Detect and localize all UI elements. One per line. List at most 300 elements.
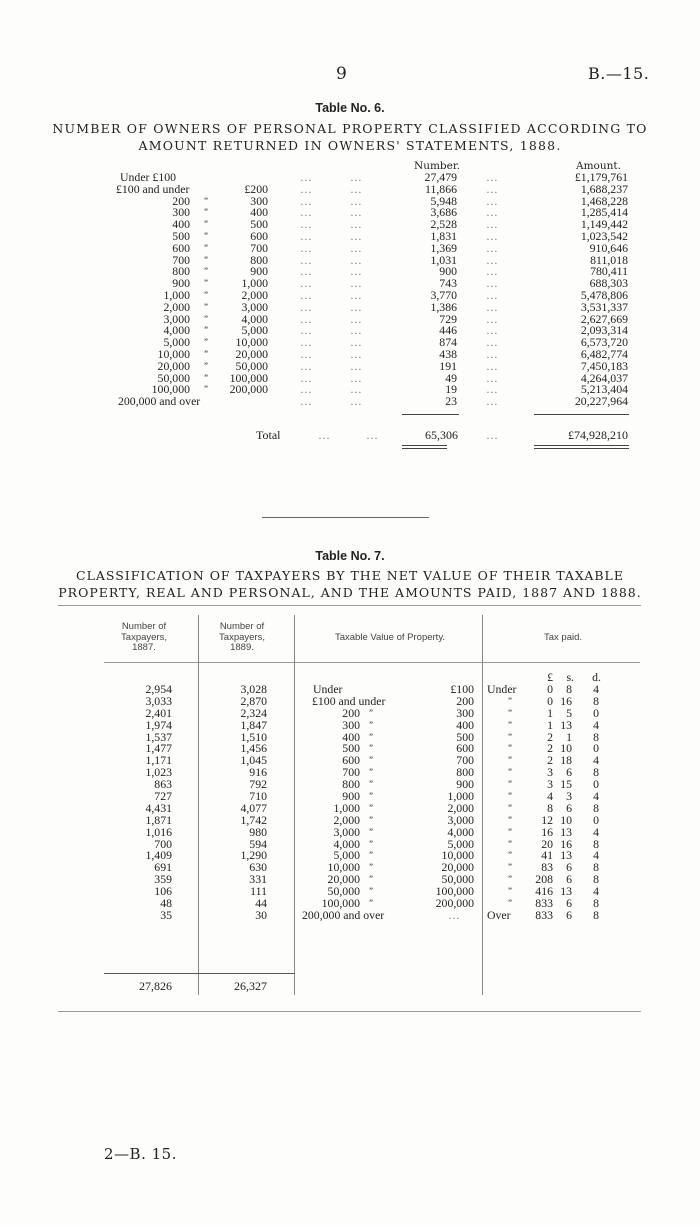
owner-range-from: Under £100 [120,170,177,184]
owner-range-from: 200 [172,193,190,208]
taxpayers-1889: 2,870 [240,693,267,708]
ditto-mark: ” [203,278,209,289]
doc-reference: B.—15. [588,64,650,83]
owner-range-to: 20,000 [235,346,268,361]
owner-range-from: 5,000 [163,335,190,350]
leader-dots: … [486,335,498,350]
ditto-mark: ” [203,325,209,336]
tax-pence: 4 [593,884,599,899]
taxpayers-1887: 691 [154,860,172,875]
value-to: 900 [456,777,474,792]
taxpayers-1889: 916 [249,765,267,780]
value-from: 700 [342,765,360,780]
owner-amount: 1,023,542 [580,228,628,243]
taxpayers-1887: 106 [154,884,172,899]
tax-pence: 4 [593,753,599,768]
value-from: 10,000 [327,860,360,875]
leader-dots: … [300,323,312,338]
value-to: 200,000 [435,896,474,911]
owner-amount: 688,303 [589,276,628,291]
pence-head: d. [592,670,601,684]
value-from: 1,000 [333,800,360,815]
table6-total-label: Total [256,428,281,442]
owner-range-to: 50,000 [235,358,268,373]
leader-dots: … [486,394,498,409]
tax-pounds: 4 [547,789,553,804]
taxpayers-1889: 30 [255,907,267,922]
owner-range-from: 3,000 [163,311,190,326]
owner-count: 3,770 [430,287,457,302]
owner-range-to: 200,000 [229,382,268,397]
value-to: £100 [450,682,474,696]
owner-range-from: 900 [172,276,190,291]
tax-pence: 4 [593,789,599,804]
table7-body [0,684,700,922]
leader-dots: … [300,205,312,220]
leader-dots: … [300,382,312,397]
value-from: 2,000 [333,812,360,827]
leader-dots: … [486,276,498,291]
tax-shillings: 6 [566,872,572,887]
ditto-mark: ” [203,242,209,253]
ditto-mark: ” [507,886,513,897]
leader-dots: … [350,335,362,350]
value-to: 20,000 [441,860,474,875]
ditto-mark: ” [368,826,374,837]
leader-dots: … [300,240,312,255]
tax-pounds: 1 [547,705,553,720]
value-from: £100 and under [312,693,386,708]
taxpayers-1887: 700 [154,836,172,851]
value-from: 4,000 [333,836,360,851]
value-to: 4,000 [447,824,474,839]
footer-signature: 2—B. 15. [104,1145,177,1163]
tax-shillings: 6 [566,896,572,911]
tax-pence: 0 [593,705,599,720]
ditto-mark: ” [368,898,374,909]
owner-count: 191 [439,358,457,373]
tax-pounds: 0 [547,682,553,696]
leader-dots: … [300,217,312,232]
owner-count: 3,686 [430,205,457,220]
table7-header-rule [104,662,640,663]
col1-line: Taxpayers, [121,631,167,643]
taxpayers-1887: 1,477 [145,741,172,756]
leader-dots: … [486,382,498,397]
value-to: 3,000 [447,812,474,827]
tax-shillings: 16 [560,693,572,708]
col2-line: 1889. [230,642,254,653]
ditto-mark: ” [203,313,209,324]
owner-count: 49 [445,370,457,385]
ditto-mark: ” [507,850,513,861]
leader-dots: … [300,181,312,196]
owner-count: 5,948 [430,193,457,208]
owner-count: 1,031 [430,252,457,267]
owner-amount: 20,227,964 [574,394,628,409]
tax-pence: 8 [593,765,599,780]
value-from: 900 [342,789,360,804]
owner-amount: 1,285,414 [580,205,628,220]
tax-shillings: 15 [560,777,572,792]
taxpayers-1887: 1,974 [145,717,172,732]
taxpayers-1887: 4,431 [145,800,172,815]
value-from: 100,000 [321,896,360,911]
tax-pounds: 2 [547,753,553,768]
tax-shillings: 1 [566,729,572,744]
leader-dots: … [350,193,362,208]
tax-shillings: 10 [560,741,572,756]
table7-total-row [0,979,700,993]
value-to: 700 [456,753,474,768]
table6-amount-rule [534,414,629,415]
ditto-mark: ” [507,779,513,790]
table6-dots: … [366,428,378,442]
owner-count: 729 [439,311,457,326]
ditto-mark: ” [368,779,374,790]
owner-range-from: 300 [172,205,190,220]
leader-dots: … [486,193,498,208]
ditto-mark: ” [203,372,209,383]
owner-amount: 5,478,806 [580,287,628,302]
tax-pence: 8 [593,907,599,922]
leader-dots: … [300,228,312,243]
tax-pounds: 0 [547,693,553,708]
tax-pounds: 83 [541,860,553,875]
owner-amount: 1,149,442 [580,217,628,232]
owner-range-to: 400 [250,205,268,220]
owner-amount: 780,411 [590,264,628,279]
owner-count: 900 [439,264,457,279]
taxpayers-1889: 111 [250,884,267,899]
owner-range-to: 2,000 [241,287,268,302]
tax-shillings: 6 [566,800,572,815]
table6-heading-line1: NUMBER OF OWNERS OF PERSONAL PROPERTY CLASSIFIED ACCORDING TO [52,121,648,136]
table6-total-underline [402,445,447,449]
ditto-mark: ” [368,838,374,849]
ditto-mark: ” [368,731,374,742]
value-to: 100,000 [435,884,474,899]
table7-heading-line1: CLASSIFICATION OF TAXPAYERS BY THE NET VALUE OF THEIR TAXABLE [76,568,624,583]
table6-col-amount: Amount. [576,160,621,172]
ditto-mark: ” [507,898,513,909]
shillings-head: s. [566,670,574,684]
ditto-mark: ” [368,755,374,766]
owner-count: 1,369 [430,240,457,255]
leader-dots: … [486,181,498,196]
leader-dots: … [350,181,362,196]
leader-dots: … [350,394,362,409]
owner-range-from: 700 [172,252,190,267]
leader-dots: … [300,170,312,184]
taxpayers-1887: 1,409 [145,848,172,863]
taxpayers-1887: 1,537 [145,729,172,744]
page-number: 9 [336,64,347,84]
leader-dots: … [350,217,362,232]
ditto-mark: ” [507,755,513,766]
col1-line: 1887. [132,642,156,653]
tax-pounds: 16 [541,824,553,839]
taxpayers-1887: 3,033 [145,693,172,708]
leader-dots: … [350,228,362,243]
leader-dots: … [350,240,362,255]
owner-amount: 6,482,774 [580,346,628,361]
leader-dots: … [486,311,498,326]
value-to: 1,000 [447,789,474,804]
ditto-mark: ” [203,289,209,300]
owner-amount: 7,450,183 [580,358,628,373]
owner-range-to: 300 [250,193,268,208]
ditto-mark: ” [203,195,209,206]
taxpayers-1889: 331 [249,872,267,887]
owner-amount: £1,179,761 [574,170,628,184]
owner-range-from: 2,000 [163,299,190,314]
value-to: 5,000 [447,836,474,851]
leader-dots: … [486,252,498,267]
total-1889: 26,327 [234,979,267,993]
table6-label: Table No. 6. [315,101,385,115]
value-to: 800 [456,765,474,780]
taxpayers-1889: 1,847 [240,717,267,732]
tax-pounds: 3 [547,777,553,792]
owner-amount: 2,627,669 [580,311,628,326]
ditto-mark: ” [203,348,209,359]
ditto-mark: ” [203,384,209,395]
table6-heading [40,120,660,154]
col-divider [294,615,295,995]
leader-dots: … [486,358,498,373]
leader-dots: … [300,346,312,361]
owner-count: 743 [439,276,457,291]
leader-dots: … [350,370,362,385]
leader-dots: … [350,358,362,373]
value-from: 300 [342,717,360,732]
col1-line: Number of [121,621,167,632]
ditto-mark: ” [507,838,513,849]
ditto-mark: ” [507,826,513,837]
tax-shillings: 16 [560,836,572,851]
owner-range-from: £100 and under [116,181,190,196]
taxpayers-1887: 48 [160,896,172,911]
owner-range-from: 50,000 [157,370,190,385]
owner-range-from: 100,000 [151,382,190,397]
leader-dots: … [350,264,362,279]
owner-range-from: 4,000 [163,323,190,338]
ditto-mark: ” [368,862,374,873]
tax-prefix: Over [487,907,511,922]
ditto-mark: ” [507,814,513,825]
table7-row [0,907,700,922]
ditto-mark: ” [507,791,513,802]
leader-dots: … [300,264,312,279]
owner-range-to: 100,000 [229,370,268,385]
leader-dots: … [300,370,312,385]
taxpayers-1887: 863 [154,777,172,792]
ditto-mark: ” [368,814,374,825]
taxpayers-1889: 710 [249,789,267,804]
taxpayers-1889: 1,742 [240,812,267,827]
tax-prefix: Under [487,682,517,696]
value-from: 200,000 and over [302,907,385,922]
owner-range-from: 10,000 [157,346,190,361]
table6-dots: … [486,428,498,442]
owner-count: 1,386 [430,299,457,314]
taxpayers-1889: 2,324 [240,705,267,720]
leader-dots: … [350,252,362,267]
tax-shillings: 13 [560,717,572,732]
ditto-mark: ” [368,743,374,754]
ditto-mark: ” [368,874,374,885]
leader-dots: … [300,299,312,314]
tax-pence: 8 [593,800,599,815]
taxpayers-1889: 1,510 [240,729,267,744]
taxpayers-1889: 44 [255,896,267,911]
table6-total-row [0,428,700,442]
leader-dots: … [486,217,498,232]
taxpayers-1887: 2,954 [145,682,172,696]
owner-range-from: 400 [172,217,190,232]
owner-amount: 1,688,237 [580,181,628,196]
value-to: 300 [456,705,474,720]
leader-dots: … [486,346,498,361]
leader-dots: … [350,170,362,184]
col2-line: Number of [219,621,265,632]
leader-dots: … [486,264,498,279]
tax-pounds: 833 [535,896,553,911]
owner-count: 19 [445,382,457,397]
value-from: Under [313,682,343,696]
table6-row [0,396,700,408]
owner-range-to: 10,000 [235,335,268,350]
tax-pence: 0 [593,812,599,827]
tax-pence: 8 [593,729,599,744]
tax-pounds: 2 [547,741,553,756]
taxpayers-1887: 1,016 [145,824,172,839]
value-from: 200 [342,705,360,720]
owner-range-to: 700 [250,240,268,255]
ditto-mark: ” [203,207,209,218]
tax-pence: 4 [593,682,599,696]
leader-dots: … [350,323,362,338]
taxpayers-1889: 630 [249,860,267,875]
owner-range-from: 200,000 and over [118,394,201,409]
value-from: 500 [342,741,360,756]
leader-dots: … [300,193,312,208]
owner-range-to: 900 [250,264,268,279]
total-1887: 27,826 [139,979,172,993]
table7-heading [40,567,660,601]
taxpayers-1889: 594 [249,836,267,851]
table7-label: Table No. 7. [315,549,385,563]
leader-dots: … [486,370,498,385]
owner-count: 1,831 [430,228,457,243]
tax-shillings: 6 [566,765,572,780]
owner-range-to: 600 [250,228,268,243]
table7-heading-line2: PROPERTY, REAL AND PERSONAL, AND THE AMOUNTS PAID, 1887 AND 1888. [58,585,642,600]
owner-amount: 910,646 [589,240,628,255]
tax-pence: 4 [593,824,599,839]
tax-pounds: 20 [541,836,553,851]
taxpayers-1887: 1,023 [145,765,172,780]
tax-pence: 8 [593,836,599,851]
leader-dots: … [486,205,498,220]
tax-pounds: 8 [547,800,553,815]
value-from: 20,000 [327,872,360,887]
leader-dots: … [448,907,460,922]
tax-pence: 8 [593,693,599,708]
value-from: 3,000 [333,824,360,839]
leader-dots: … [300,311,312,326]
owner-amount: 4,264,037 [580,370,628,385]
ditto-mark: ” [203,254,209,265]
ditto-mark: ” [507,874,513,885]
ditto-mark: ” [507,719,513,730]
ditto-mark: ” [507,802,513,813]
owner-range-from: 1,000 [163,287,190,302]
tax-pence: 4 [593,717,599,732]
tax-shillings: 6 [566,860,572,875]
table6-body [0,172,700,408]
value-to: 200 [456,693,474,708]
tax-pence: 8 [593,860,599,875]
value-from: 600 [342,753,360,768]
value-from: 50,000 [327,884,360,899]
table7-col2-header [202,622,282,654]
owner-count: 2,528 [430,217,457,232]
tax-shillings: 13 [560,824,572,839]
taxpayers-1889: 1,456 [240,741,267,756]
tax-shillings: 13 [560,884,572,899]
ditto-mark: ” [203,337,209,348]
leader-dots: … [300,394,312,409]
ditto-mark: ” [368,707,374,718]
leader-dots: … [486,287,498,302]
taxpayers-1887: 1,171 [145,753,172,768]
table7-col3-header: Taxable Value of Property. [334,632,445,643]
ditto-mark: ” [507,731,513,742]
owner-range-to: £200 [244,181,268,196]
ditto-mark: ” [368,719,374,730]
tax-pounds: 3 [547,765,553,780]
taxpayers-1889: 792 [249,777,267,792]
leader-dots: … [486,240,498,255]
leader-dots: … [350,299,362,314]
tax-pounds: 41 [541,848,553,863]
tax-shillings: 6 [566,907,572,922]
leader-dots: … [350,205,362,220]
tax-pence: 8 [593,896,599,911]
owner-range-from: 20,000 [157,358,190,373]
owner-range-to: 4,000 [241,311,268,326]
table7-col4-header: Tax paid. [543,632,583,643]
owner-range-from: 500 [172,228,190,243]
tax-shillings: 3 [566,789,572,804]
taxpayers-1889: 4,077 [240,800,267,815]
leader-dots: … [300,335,312,350]
leader-dots: … [300,276,312,291]
value-to: 50,000 [441,872,474,887]
leader-dots: … [486,323,498,338]
tax-shillings: 8 [566,682,572,696]
col-divider [198,615,199,995]
table7-col1-header [104,622,184,654]
value-from: 800 [342,777,360,792]
leader-dots: … [350,276,362,291]
tax-pence: 4 [593,848,599,863]
owner-range-to: 5,000 [241,323,268,338]
owner-count: 11,866 [424,181,457,196]
tax-pounds: 2 [547,729,553,744]
